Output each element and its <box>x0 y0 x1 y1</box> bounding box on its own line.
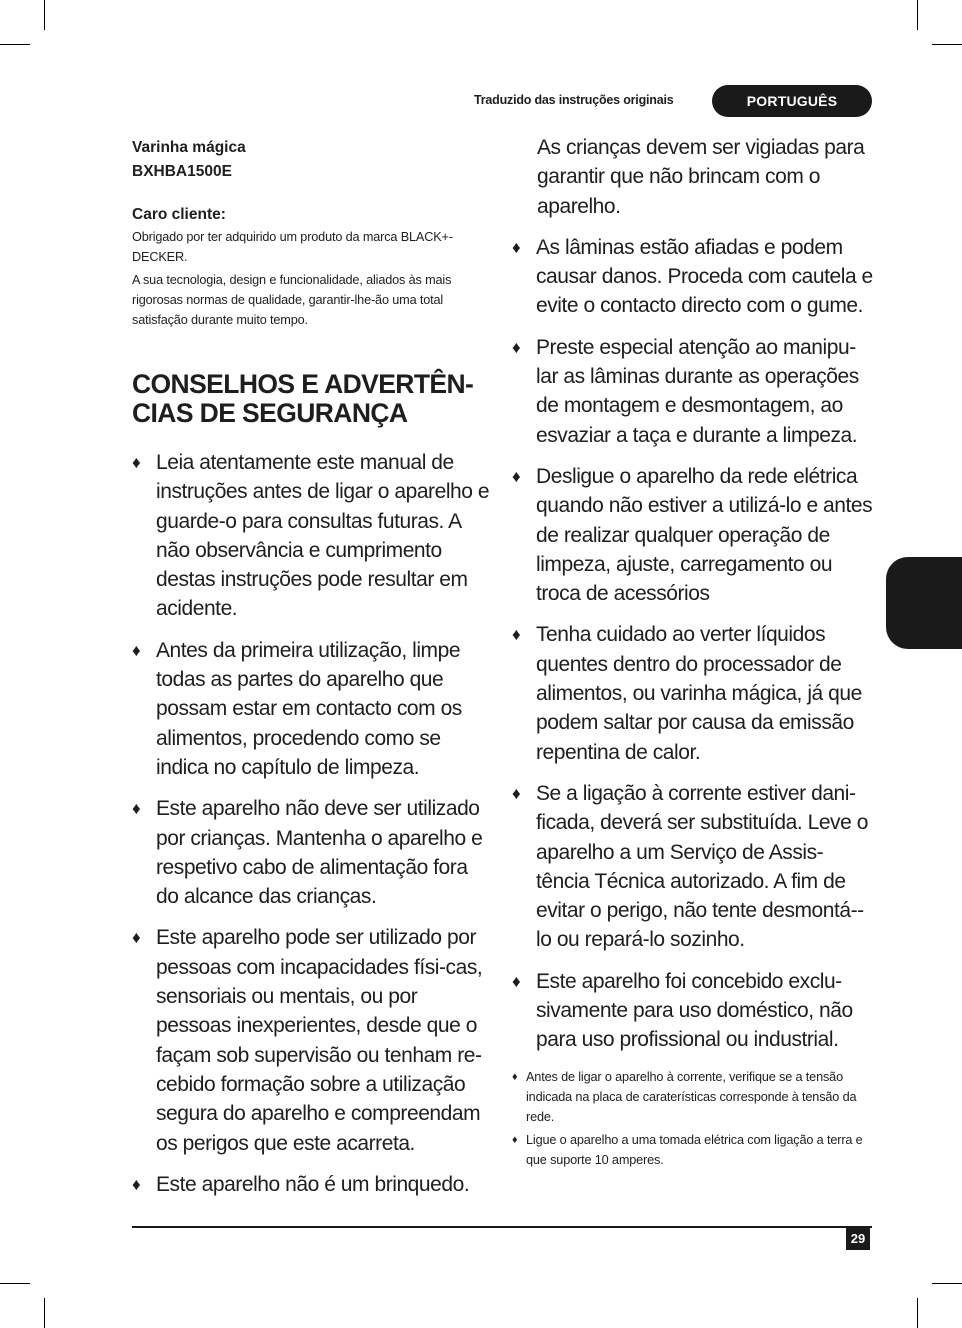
safety-list-right <box>512 233 874 1055</box>
diamond-bullet-icon: ♦ <box>132 928 141 948</box>
list-item <box>512 462 874 608</box>
list-item <box>132 794 490 911</box>
crop-mark <box>44 0 45 30</box>
list-item <box>512 620 874 766</box>
list-item-text: Preste especial atenção ao manipu-lar as lâminas durante as operações de montagem e desmontagem, ao esvaziar a taça e durante a limpeza. <box>536 335 859 447</box>
right-column <box>512 133 874 1173</box>
crop-mark <box>932 44 962 45</box>
list-item-continuation: As crianças devem ser vigiadas para garantir que não brincam com o aparelho. <box>537 136 865 218</box>
footer-rule <box>132 1226 872 1228</box>
list-item-text: Este aparelho não deve ser utilizado por crianças. Mantenha o aparelho e respetivo cabo de alimentação fora do alcance das crianças. <box>156 797 483 909</box>
crop-mark <box>0 44 30 45</box>
list-item <box>512 779 874 955</box>
list-item <box>512 233 874 321</box>
list-item-text: Este aparelho pode ser utilizado por pessoas com incapacidades físi-cas, sensoriais ou mentais, ou por pessoas inexperientes, desde que o façam sob supervisão ou tenham re-cebido formação sobre a utilização segura do aparelho e compreendam os perigos que este acarreta. <box>156 926 483 1155</box>
diamond-bullet-icon: ♦ <box>512 1133 518 1146</box>
list-item-text: Ligue o aparelho a uma tomada elétrica com ligação a terra e que suporte 10 amperes. <box>526 1132 863 1167</box>
list-item <box>512 967 874 1055</box>
diamond-bullet-icon: ♦ <box>512 783 521 803</box>
safety-list-left <box>132 448 490 1199</box>
list-item-text: Tenha cuidado ao verter líquidos quentes dentro do processador de alimentos, ou varinha mágica, já que podem saltar por causa da emissão repentina de calor. <box>536 623 862 764</box>
language-badge: PORTUGUÊS <box>712 85 872 117</box>
diamond-bullet-icon: ♦ <box>512 337 521 357</box>
crop-mark <box>917 0 918 30</box>
list-item <box>132 448 490 624</box>
list-item <box>132 923 490 1157</box>
crop-mark <box>0 1283 30 1284</box>
diamond-bullet-icon: ♦ <box>512 971 521 991</box>
list-item-text: Antes da primeira utilização, limpe todas as partes do aparelho que possam estar em contacto com os alimentos, procedendo como se indica no capítulo de limpeza. <box>156 638 462 779</box>
list-item <box>512 1067 874 1127</box>
intro-paragraph: A sua tecnologia, design e funcionalidade, aliados às mais rigorosas normas de qualidade, garantir-lhe-ão uma total satisfação durante muito tempo. <box>132 273 452 327</box>
diamond-bullet-icon: ♦ <box>512 237 521 257</box>
diamond-bullet-icon: ♦ <box>132 799 141 819</box>
language-side-tab <box>886 557 962 649</box>
list-item <box>132 636 490 782</box>
list-item-text: Se a ligação à corrente estiver dani-ficada, deverá ser substituída. Leve o aparelho a um Serviço de Assis-tência Técnica autorizado. A fim de evitar o perigo, não tente desmontá--lo ou repará-lo sozinho. <box>536 781 868 952</box>
crop-mark <box>44 1298 45 1328</box>
diamond-bullet-icon: ♦ <box>512 625 521 645</box>
translation-note: Traduzido das instruções originais <box>474 93 674 107</box>
page-number: 29 <box>846 1228 870 1250</box>
list-item-text: Este aparelho foi concebido exclu-sivamente para uso doméstico, não para uso profissional ou industrial. <box>536 969 853 1052</box>
intro-paragraph: Obrigado por ter adquirido um produto da marca BLACK+-DECKER. <box>132 230 453 264</box>
crop-mark <box>932 1283 962 1284</box>
diamond-bullet-icon: ♦ <box>132 1174 141 1194</box>
diamond-bullet-icon: ♦ <box>132 453 141 472</box>
list-item-text: Este aparelho não é um brinquedo. <box>156 1172 470 1196</box>
diamond-bullet-icon: ♦ <box>132 640 141 660</box>
diamond-bullet-icon: ♦ <box>512 466 521 486</box>
list-item-text: Leia atentamente este manual de instruções antes de ligar o aparelho e guarde-o para consultas futuras. A não observância e cumprimento destas instruções pode resultar em acidente. <box>156 451 490 621</box>
diamond-bullet-icon: ♦ <box>512 1070 518 1083</box>
list-item <box>132 1170 490 1199</box>
product-model: BXHBA1500E <box>132 163 232 180</box>
list-item-text: Antes de ligar o aparelho à corrente, verifique se a tensão indicada na placa de caraterísticas corresponde à tensão da rede. <box>526 1069 857 1124</box>
list-item-text: Desligue o aparelho da rede elétrica quando não estiver a utilizá-lo e antes de realizar qualquer operação de limpeza, ajuste, carregamento ou troca de acessórios <box>536 464 873 606</box>
left-column <box>132 136 490 1211</box>
list-item-text: As lâminas estão afiadas e podem causar danos. Proceda com cautela e evite o contacto directo com o gume. <box>536 235 873 318</box>
greeting: Caro cliente: <box>132 206 226 223</box>
product-name: Varinha mágica <box>132 139 246 156</box>
section-title: CONSELHOS E ADVERTÊN-CIAS DE SEGURANÇA <box>132 369 474 428</box>
list-item <box>512 333 874 450</box>
list-item <box>512 1130 874 1170</box>
electrical-notes-list <box>512 1067 874 1170</box>
crop-mark <box>917 1298 918 1328</box>
